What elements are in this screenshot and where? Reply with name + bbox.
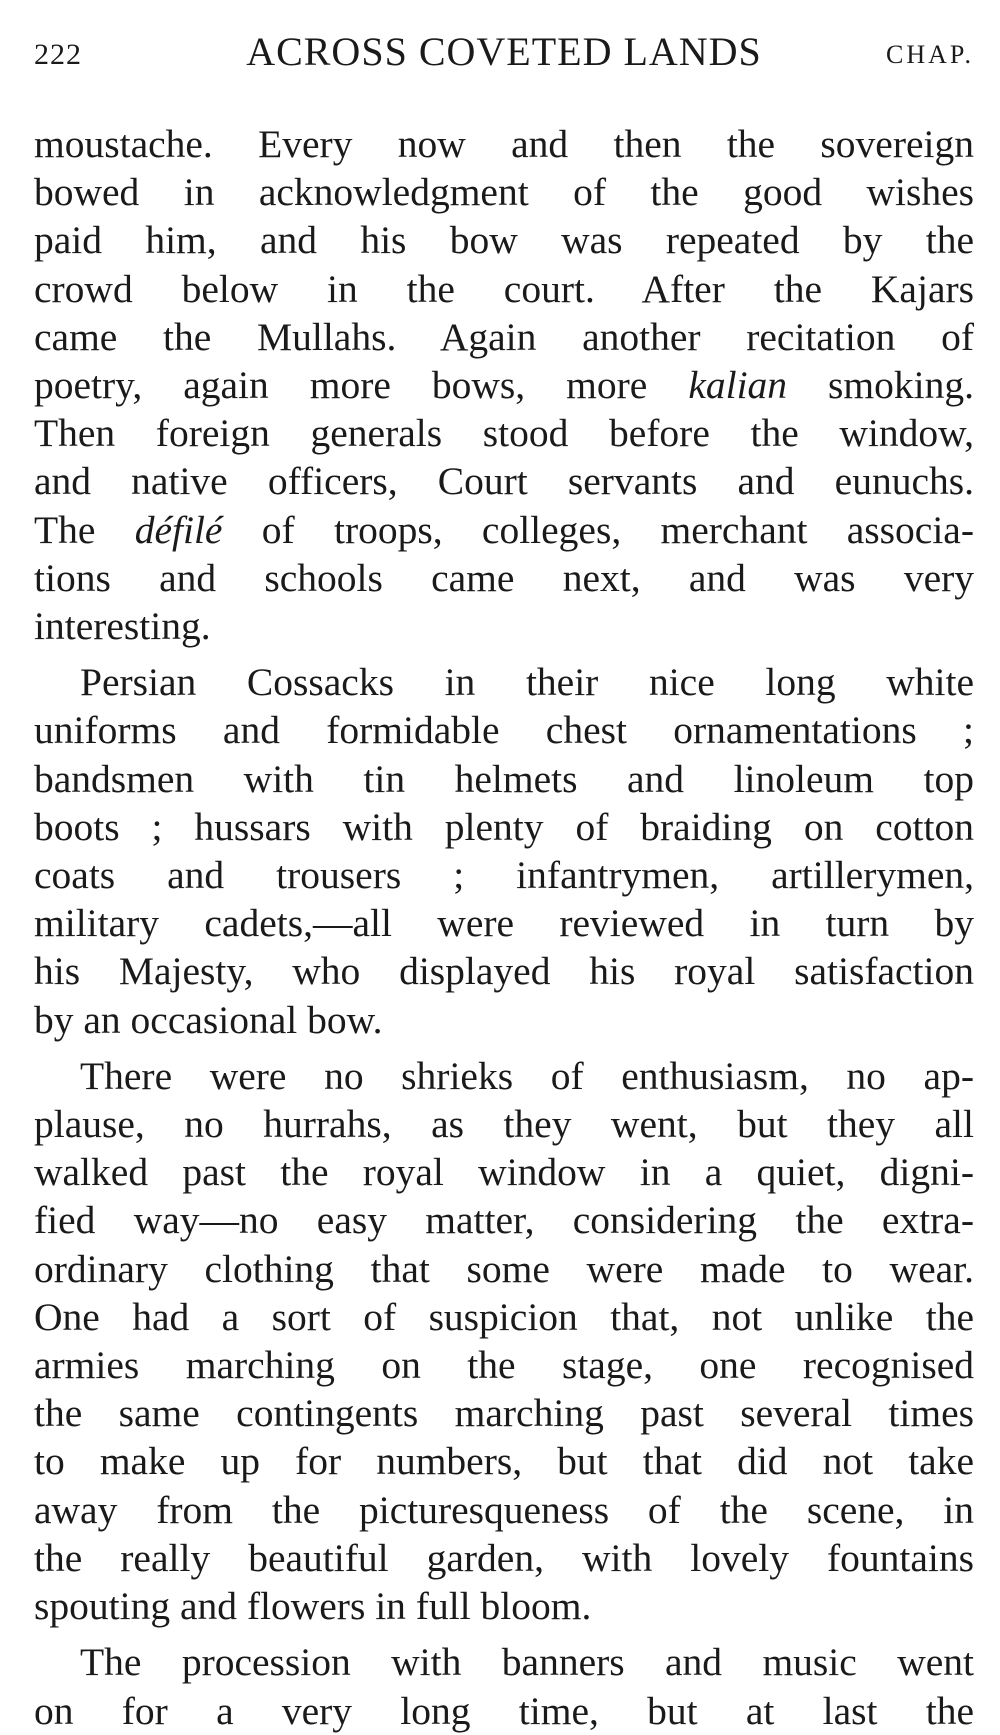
text-line: Then foreign generals stood before the window,	[34, 411, 974, 456]
text-line: uniforms and formidable chest ornamentations ;	[34, 708, 974, 753]
text-line: bandsmen with tin helmets and linoleum top	[34, 756, 974, 801]
text-line: the really beautiful garden, with lovely fountains	[34, 1535, 974, 1580]
running-head	[34, 28, 974, 78]
text-line: tions and schools came next, and was very	[34, 555, 974, 600]
text-line: The procession with banners and music went	[80, 1640, 974, 1685]
paragraph-1	[34, 120, 974, 650]
body-text	[34, 120, 974, 1735]
paragraph-3	[34, 1052, 974, 1630]
text-line: poetry, again more bows, more kalian smoking.	[34, 363, 974, 408]
text-line: walked past the royal window in a quiet, digni-	[34, 1150, 974, 1195]
text-line: Persian Cossacks in their nice long white	[80, 660, 974, 705]
text-line: came the Mullahs. Again another recitation of	[34, 314, 974, 359]
chapter-label: CHAP.	[886, 40, 974, 69]
text-line: moustache. Every now and then the sovereign	[34, 122, 974, 166]
page-number: 222	[34, 38, 82, 71]
text-line: military cadets,—all were reviewed in turn by	[34, 901, 974, 946]
text-line: bowed in acknowledgment of the good wishes	[34, 170, 974, 215]
text-line: ordinary clothing that some were made to wear.	[34, 1246, 974, 1291]
text-line: coats and trousers ; infantrymen, artillerymen,	[34, 853, 974, 898]
text-line: crowd below in the court. After the Kajars	[34, 266, 974, 311]
text-line: The défilé of troops, colleges, merchant associa-	[34, 507, 974, 552]
text-line: There were no shrieks of enthusiasm, no ap-	[80, 1053, 974, 1098]
text-line: to make up for numbers, but that did not take	[34, 1439, 974, 1484]
text-line: fied way—no easy matter, considering the extra-	[34, 1198, 974, 1243]
text-line: armies marching on the stage, one recognised	[34, 1343, 974, 1388]
text-line: spouting and flowers in full bloom.	[34, 1584, 592, 1629]
book-title: ACROSS COVETED LANDS	[246, 29, 762, 74]
text-line: and native officers, Court servants and eunuchs.	[34, 459, 974, 504]
text-line: by an occasional bow.	[34, 997, 383, 1042]
text-line: One had a sort of suspicion that, not unlike the	[34, 1294, 974, 1339]
text-line: paid him, and his bow was repeated by the	[34, 218, 974, 263]
text-line: the same contingents marching past several times	[34, 1391, 974, 1436]
text-line: his Majesty, who displayed his royal satisfaction	[34, 949, 974, 994]
text-line: plause, no hurrahs, as they went, but they all	[34, 1102, 974, 1147]
text-line: on for a very long time, but at last the	[34, 1688, 974, 1733]
paragraph-2	[34, 658, 974, 1044]
text-line: interesting.	[34, 604, 211, 649]
text-line: away from the picturesqueness of the scene, in	[34, 1487, 974, 1532]
paragraph-4	[34, 1638, 974, 1734]
text-line: boots ; hussars with plenty of braiding on cotton	[34, 804, 974, 849]
